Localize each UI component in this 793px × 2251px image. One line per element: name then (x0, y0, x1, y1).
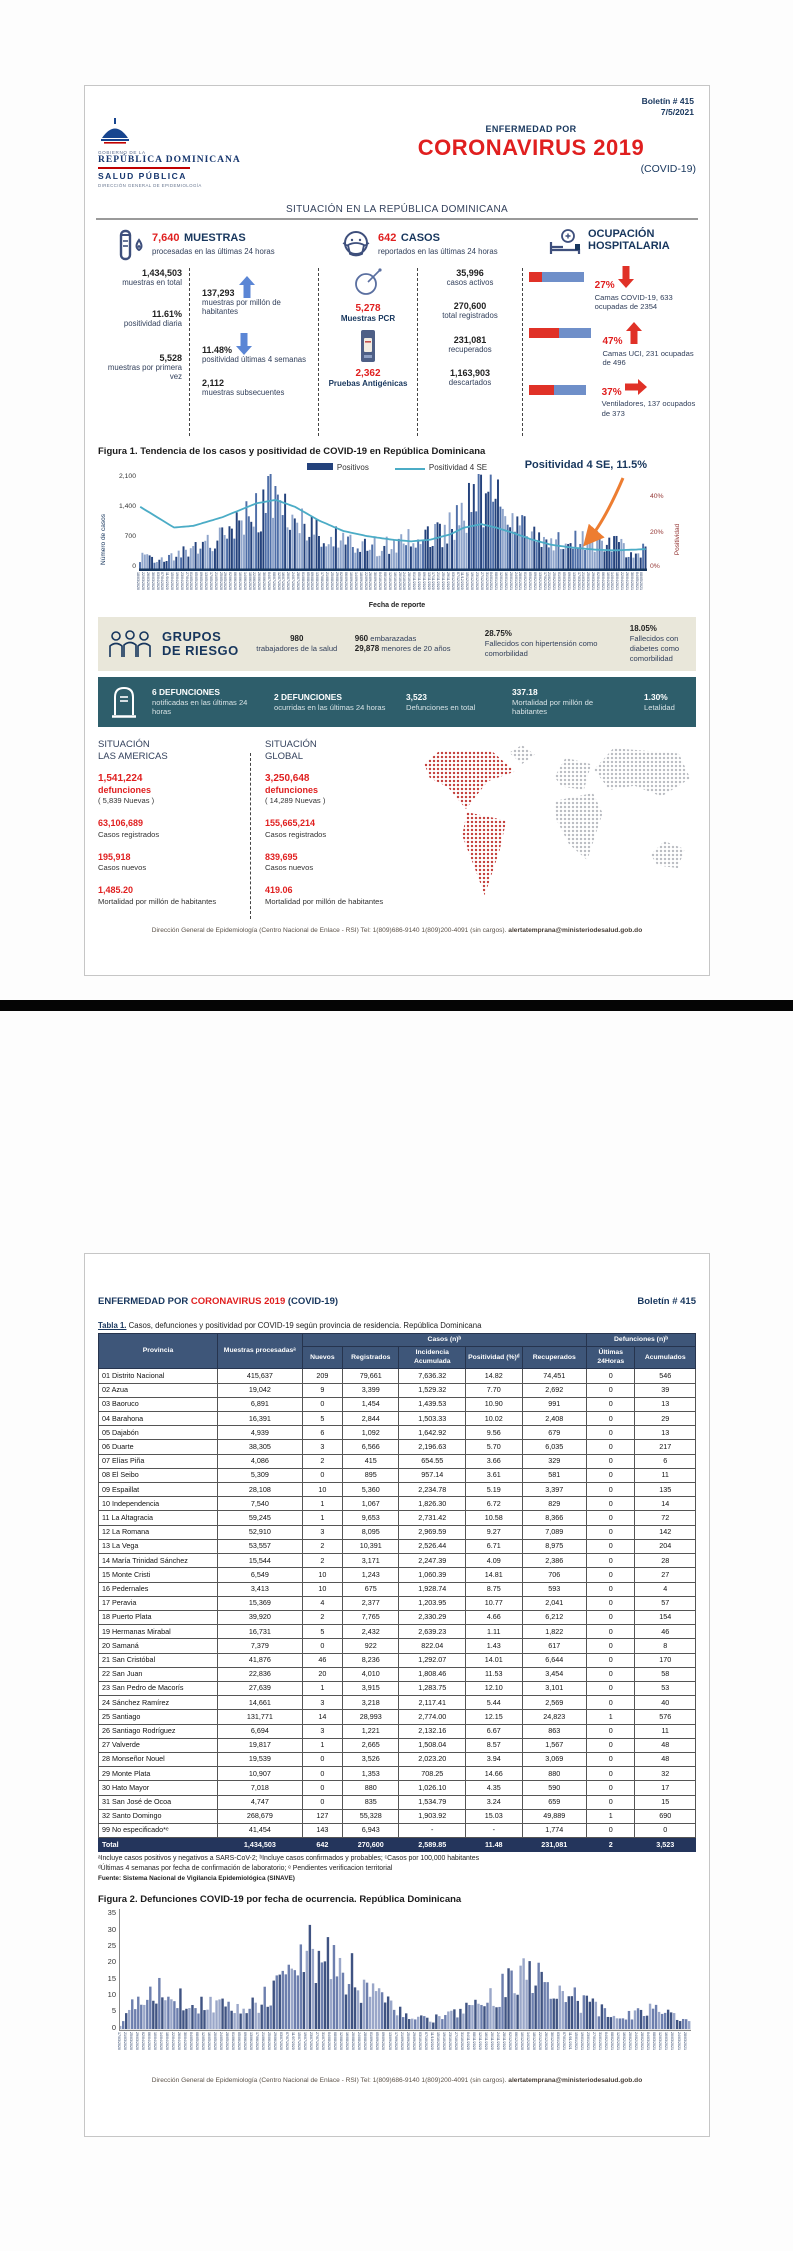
table-row: 24 Sánchez Ramírez 14,661 3 3,218 2,117.41 5.44 2,569 0 40 (99, 1696, 696, 1710)
enfermedad-por-label: ENFERMEDAD POR (485, 124, 577, 134)
table-row: 01 Distrito Nacional 415,637 209 79,661 7,636.32 14.82 74,451 0 546 (99, 1369, 696, 1383)
situacion-section (98, 739, 696, 919)
col-incidencia: Incidencia Acumulada (399, 1347, 466, 1369)
col-nuevos: Nuevos (302, 1347, 342, 1369)
table-row: 99 No especificado*ᵉ 41,454 143 6,943 - - 1,774 0 0 (99, 1823, 696, 1837)
camas-label: Camas COVID-19, 633 ocupadas de 2354 (594, 292, 673, 311)
figura2-title: Figura 2. Defunciones COVID-19 por fecha de ocurrencia. República Dominicana (98, 1894, 462, 1906)
recuperados-value: 231,081 (453, 334, 487, 345)
tabla1 (98, 1333, 696, 1852)
def-total: 3,523 Defunciones en total (406, 691, 476, 712)
table-row: 30 Hato Mayor 7,018 0 880 1,026.10 4.35 590 0 17 (99, 1781, 696, 1795)
positividad-swatch (395, 468, 425, 470)
col-registrados: Registrados (343, 1347, 399, 1369)
muestras-total-label: muestras en total (122, 278, 182, 287)
casos-24h-label: CASOS (400, 232, 440, 244)
pcr-label: Muestras PCR (340, 314, 396, 323)
muestras-24h-sub: procesadas en las últimas 24 horas (152, 247, 275, 256)
red-down-arrow-icon (617, 266, 635, 288)
stats-headers (98, 228, 696, 262)
muestras-totals-column (98, 268, 189, 436)
table-row: 04 Barahona 16,391 5 2,844 1,503.33 10.02 2,408 0 29 (99, 1412, 696, 1426)
muestras-header (98, 228, 324, 262)
ocupacion-column (522, 268, 696, 436)
total-row: Total 1,434,503 642 270,600 2,589.85 11.48 231,081 2 3,523 (99, 1838, 696, 1852)
table-row: 31 San José de Ocoa 4,747 0 835 1,534.79 3.24 659 0 15 (99, 1795, 696, 1809)
recuperados-label: recuperados (448, 344, 492, 354)
legend-positivos: Positivos (336, 462, 369, 472)
casos-24h-value: 642 (378, 232, 397, 244)
antigenicas-label: Pruebas Antigénicas (328, 379, 408, 388)
descartados-value: 1,163,903 (449, 368, 491, 379)
pcr-swab-icon (353, 268, 383, 298)
salud-publica-label: SALUD PÚBLICA (98, 171, 187, 181)
figura1-xlabel: Fecha de reporte (368, 602, 426, 609)
tabla1-footnotes: ᵃIncluye casos positivos y negativos a SARS-CoV-2; ᵇIncluye casos confirmados y probables; ᶜCasos por 100,000 habitantes ᵈÚltimas 4 semanas por fecha de confirmación de laboratorio; ᵉ Pendientes verificacion territorial (98, 1855, 480, 1873)
uci-bar (529, 328, 596, 338)
world-dot-map (413, 745, 696, 905)
situacion-divider (250, 753, 251, 919)
casos-activos-label: casos activos (446, 278, 494, 287)
table-row: 02 Azua 19,042 9 3,399 1,529.32 7.70 2,692 0 39 (99, 1383, 696, 1397)
table-row: 12 La Romana 52,910 3 8,095 2,969.59 9.27 7,089 0 142 (99, 1525, 696, 1539)
muestras-24h-label: MUESTRAS (183, 232, 246, 244)
muestras-rates-column (189, 268, 318, 436)
subsecuentes-label: muestras subsecuentes (202, 388, 285, 398)
figura1-right-ticks: 40% 20% 0% (650, 493, 664, 571)
table-row: 20 Samaná 7,379 0 922 822.04 1.43 617 0 8 (99, 1639, 696, 1653)
figura2-ticks: 35 30 25 20 15 10 5 0 (107, 1908, 116, 2032)
col-acumulados: Acumulados (635, 1347, 696, 1369)
legend-positividad: Positividad 4 SE (428, 462, 488, 472)
col-positividad: Positividad (%)ᵈ (466, 1347, 522, 1369)
grupos-item-embarazadas: 960 embarazadas 29,878 menores de 20 años (354, 633, 451, 653)
subsecuentes-value: 2,112 (202, 378, 225, 389)
grupos-item-hipertension: 28.75% Fallecidos con hipertensión como comorbilidad (484, 628, 598, 659)
casos-detail-column (417, 268, 522, 436)
table-row: 11 La Altagracia 59,245 1 9,653 2,731.42 10.58 8,366 0 72 (99, 1511, 696, 1525)
table-row: 18 Puerto Plata 39,920 2 7,765 2,330.29 4.66 6,212 0 154 (99, 1610, 696, 1624)
positividad-4sem-label: positividad últimas 4 semanas (202, 354, 307, 364)
primera-vez-label: muestras por primera vez (107, 362, 182, 382)
table-row: 22 San Juan 22,836 20 4,010 1,808.46 11.53 3,454 0 58 (99, 1667, 696, 1681)
gobierno-label: GOBIERNO DE LA (98, 150, 146, 155)
positividad-diaria-value: 11.61% (151, 309, 182, 320)
figura2-chart-row (98, 1909, 696, 2067)
figura1-annotation: Positividad 4 SE, 11.5% (524, 459, 647, 471)
total-registrados-value: 270,600 (453, 301, 487, 312)
red-up-arrow-icon (625, 322, 643, 344)
pcr-value: 5,278 (355, 303, 381, 314)
pruebas-column (318, 268, 417, 436)
table-row: 08 El Seibo 5,309 0 895 957.14 3.61 581 0 11 (99, 1468, 696, 1482)
ventiladores-bar (529, 385, 596, 395)
bulletin-date: 7/5/2021 (660, 107, 694, 118)
table-row: 16 Pedernales 3,413 10 675 1,928.74 8.75 593 0 4 (99, 1582, 696, 1596)
grupos-riesgo-title: GRUPOS DE RIESGO (162, 629, 239, 658)
positividad-4sem-value: 11.48% (202, 344, 233, 355)
casos-24h-sub: reportados en las últimas 24 horas (378, 247, 498, 256)
table-row: 13 La Vega 53,557 2 10,391 2,526.44 6.71 8,975 0 204 (99, 1539, 696, 1553)
orange-annotation-arrow (561, 476, 633, 554)
primera-vez-value: 5,528 (159, 352, 182, 363)
logo-divider (98, 167, 190, 169)
covid19-label: (COVID-19) (640, 163, 696, 175)
republica-label: REPÚBLICA DOMINICANA (98, 155, 241, 165)
hospital-bed-icon (548, 228, 582, 258)
situacion-title: SITUACIÓN EN LA REPÚBLICA DOMINICANA (96, 204, 698, 220)
bulletin-number: Boletín # 415 (641, 96, 694, 106)
table-row: 32 Santo Domingo 268,679 127 55,328 1,903.92 15.03 49,889 1 690 (99, 1809, 696, 1823)
table-row: 25 Santiago 131,771 14 28,993 2,774.00 12.15 24,823 1 576 (99, 1710, 696, 1724)
table-row: 17 Peravia 15,369 4 2,377 1,203.95 10.77 2,041 0 57 (99, 1596, 696, 1610)
page-1 (84, 85, 710, 976)
por-millon-label: muestras por millón de habitantes (202, 298, 281, 317)
table-row: 03 Baoruco 6,891 0 1,454 1,439.53 10.90 991 0 13 (99, 1397, 696, 1411)
footer-email-2: alertatemprana@ministeriodesalud.gob.do (508, 2077, 643, 2085)
down-arrow-icon (236, 333, 252, 355)
ventiladores-label: Ventiladores, 137 ocupados de 373 (601, 399, 696, 418)
ocupacion-ventiladores-row (529, 381, 696, 418)
casos-activos-value: 35,996 (456, 268, 484, 278)
americas-title: SITUACIÓN LAS AMERICAS (98, 738, 168, 763)
up-arrow-icon (239, 276, 255, 298)
camas-bar (529, 272, 589, 282)
national-dome-icon (98, 118, 132, 144)
table-row: 23 San Pedro de Macorís 27,639 1 3,915 1,283.75 12.10 3,101 0 53 (99, 1681, 696, 1695)
tombstone-icon (110, 685, 138, 719)
figura1-ylabel: Número de casos (99, 513, 107, 565)
table-row: 29 Monte Plata 10,907 0 1,353 708.25 14.66 880 0 32 (99, 1767, 696, 1781)
ocupacion-camas-row (529, 268, 696, 311)
muestras-total-value: 1,434,503 (141, 268, 182, 278)
col-ultimas24h: Últimas 24Horas (587, 1347, 635, 1369)
figura1-left-ticks: 2,100 1,400 700 0 (118, 473, 136, 571)
ventiladores-pct: 37% (601, 386, 622, 398)
direccion-label: DIRECCIÓN GENERAL DE EPIDEMIOLOGÍA (98, 183, 202, 188)
table-row: 19 Hermanas Mirabal 16,731 5 2,432 2,639.23 1.11 1,822 0 46 (99, 1625, 696, 1639)
table-row: 15 Monte Cristi 6,549 10 1,243 1,060.39 14.81 706 0 27 (99, 1568, 696, 1582)
gov-logo (98, 118, 318, 188)
total-registrados-label: total registrados (442, 311, 498, 321)
grupos-riesgo-band (98, 617, 696, 671)
def-mortalidad: 337.18 Mortalidad por millón de habitantes (512, 686, 594, 717)
col-provincia: Provincia (99, 1334, 218, 1369)
test-tube-icon (116, 228, 146, 262)
table-row: 07 Elías Piña 4,086 2 415 654.55 3.66 329 0 6 (99, 1454, 696, 1468)
table-row: 27 Valverde 19,817 1 2,665 1,508.04 8.57 1,567 0 48 (99, 1738, 696, 1752)
figura2-chart (119, 1909, 691, 2031)
grupos-item-diabetes: 18.05% Fallecidos con diabetes como comorbilidad (629, 624, 680, 664)
footer-email: alertatemprana@ministeriodesalud.gob.do (508, 926, 643, 934)
antigen-test-icon (360, 329, 376, 363)
por-millon-value: 137,293 (202, 288, 235, 298)
table-row: 21 San Cristóbal 41,876 46 8,236 1,292.07 14.01 6,644 0 170 (99, 1653, 696, 1667)
col-muestras: Muestras procesadasᵃ (217, 1334, 302, 1369)
ocupacion-title-1: OCUPACIÓN (588, 228, 655, 240)
table-row: 05 Dajabón 4,939 6 1,092 1,642.92 9.56 679 0 13 (99, 1426, 696, 1440)
p2-covid: (COVID-19) (285, 1296, 339, 1307)
situacion-americas: SITUACIÓN LAS AMERICAS 1,541,224 defunciones ( 5,839 Nuevas ) 63,106,689 Casos registrados 195,918 Casos nuevos 1,485.20 Mortalidad por millón de habitantes (98, 739, 246, 919)
p2-bulletin-number: Boletín # 415 (637, 1296, 696, 1307)
tabla1-body (99, 1369, 696, 1838)
camas-pct: 27% (594, 280, 615, 291)
def-notificadas: 6 DEFUNCIONES notificadas en las últimas 24 horas (152, 686, 248, 717)
tabla1-header (99, 1334, 696, 1369)
people-group-icon (108, 630, 152, 658)
tabla1-total-row (99, 1838, 696, 1852)
global-title: SITUACIÓN GLOBAL (265, 738, 317, 763)
def-ocurridas: 2 DEFUNCIONES ocurridas en las últimas 24 horas (274, 691, 386, 712)
descartados-label: descartados (448, 378, 492, 388)
masked-face-icon (340, 228, 372, 260)
p2-title: CORONAVIRUS 2019 (190, 1296, 286, 1307)
stats-body (98, 268, 696, 436)
tabla1-fuente: Fuente: Sistema Nacional de Vigilancia Epidemiológica (SINAVE) (98, 1875, 295, 1883)
figura1-right-label: Positividad (674, 523, 682, 555)
col-recuperados: Recuperados (522, 1347, 587, 1369)
ocupacion-uci-row (529, 324, 696, 367)
figura2-x-labels: 17/03/2020 21/03/2020 25/03/2020 29/03/2020 02/04/2020 06/04/2020 10/04/2020 14/04/2020 18/04/2020 22/04/2020 26/04/2020 30/04/2020 04/05/2020 08/05/2020 12/05/2020 16/05/2020 20/05/2020 24/05/2020 28/05/2020 01/06/2020 05/06/2020 09/06/2020 13/06/2020 17/06/2020 21/06/2020 25/06/2020 29/06/2020 03/07/2020 07/07/2020 11/07/2020 15/07/2020 19/07/2020 23/07/2020 27/07/2020 31/07/2020 04/08/2020 08/08/2020 12/08/2020 16/08/2020 20/08/2020 24/08/2020 28/08/2020 01/09/2020 05/09/2020 09/09/2020 13/09/2020 17/09/2020 21/09/2020 25/09/2020 29/09/2020 03/10/2020 07/10/2020 11/10/2020 15/10/2020 19/10/2020 23/10/2020 27/10/2020 31/10/2020 04/11/2020 08/11/2020 12/11/2020 16/11/2020 20/11/2020 24/11/2020 28/11/2020 02/12/2020 06/12/2020 10/12/2020 14/12/2020 18/12/2020 22/12/2020 26/12/2020 30/12/2020 03/01/2021 07/01/2021 11/01/2021 15/01/2021 19/01/2021 23/01/2021 27/01/2021 31/01/2021 04/02/2021 08/02/2021 12/02/2021 16/02/2021 20/02/2021 24/02/2021 28/02/2021 04/03/2021 08/03/2021 12/03/2021 16/03/2021 20/03/2021 24/03/2021 28/03/2021 (116, 2032, 687, 2051)
group-defunciones: Defunciones (n)ᵇ (587, 1334, 696, 1347)
defunciones-band (98, 677, 696, 727)
table-row: 06 Duarte 38,305 3 6,566 2,196.63 5.70 6,035 0 217 (99, 1440, 696, 1454)
ocupacion-title-2: HOSPITALARIA (588, 240, 670, 252)
page-separator (0, 1000, 793, 1011)
casos-header (324, 228, 548, 262)
page2-footer: Dirección General de Epidemiología (Centro Nacional de Enlace - RSI) Tel: 1(809)686-9140 1(809)200-4091 (sin cargos). alertatemprana@ministeriodesalud.gob.do (151, 2077, 643, 2085)
situacion-global: SITUACIÓN GLOBAL 3,250,648 defunciones ( 14,289 Nuevas ) 155,665,214 Casos registrados 839,695 Casos nuevos 419.06 Mortalidad por millón de habitantes (265, 739, 413, 919)
ocupacion-header (548, 228, 696, 262)
antigenicas-value: 2,362 (355, 368, 381, 379)
table-row: 28 Monseñor Nouel 19,539 0 3,526 2,023.20 3.94 3,069 0 48 (99, 1752, 696, 1766)
muestras-24h-value: 7,640 (152, 232, 180, 244)
table-row: 26 Santiago Rodríguez 6,694 3 1,221 2,132.16 6.67 863 0 11 (99, 1724, 696, 1738)
page1-header (98, 96, 696, 204)
page-2 (84, 1253, 710, 2137)
positividad-diaria-label: positividad diaria (123, 319, 182, 329)
positivos-swatch (307, 463, 333, 470)
grupos-item-salud: 980 trabajadores de la salud (256, 633, 338, 654)
page2-header (98, 1296, 696, 1307)
p2-enfermedad: ENFERMEDAD POR (98, 1296, 191, 1307)
table-row: 10 Independencia 7,540 1 1,067 1,826.30 6.72 829 0 14 (99, 1497, 696, 1511)
uci-label: Camas UCI, 231 ocupadas de 496 (602, 348, 694, 368)
red-right-arrow-icon (624, 379, 648, 395)
def-letalidad: 1.30% Letalidad (644, 691, 675, 712)
page-title: CORONAVIRUS 2019 (417, 135, 645, 160)
bulletin-number-block (642, 96, 694, 119)
figura1-title: Figura 1. Tendencia de los casos y positividad de COVID-19 en República Dominicana (98, 446, 486, 457)
disease-title-block (366, 124, 696, 175)
uci-pct: 47% (602, 336, 623, 348)
figura1-x-labels: 18/03/2020 22/03/2020 26/03/2020 30/03/2020 03/04/2020 07/04/2020 11/04/2020 15/04/2020 19/04/2020 23/04/2020 27/04/2020 01/05/2020 05/05/2020 09/05/2020 13/05/2020 17/05/2020 21/05/2020 25/05/2020 29/05/2020 02/06/2020 06/06/2020 10/06/2020 14/06/2020 18/06/2020 22/06/2020 26/06/2020 30/06/2020 04/07/2020 08/07/2020 12/07/2020 16/07/2020 20/07/2020 24/07/2020 28/07/2020 01/08/2020 05/08/2020 09/08/2020 13/08/2020 17/08/2020 21/08/2020 25/08/2020 29/08/2020 02/09/2020 06/09/2020 10/09/2020 14/09/2020 18/09/2020 22/09/2020 26/09/2020 30/09/2020 04/10/2020 08/10/2020 12/10/2020 16/10/2020 20/10/2020 24/10/2020 28/10/2020 01/11/2020 05/11/2020 09/11/2020 13/11/2020 17/11/2020 21/11/2020 25/11/2020 29/11/2020 03/12/2020 07/12/2020 11/12/2020 15/12/2020 19/12/2020 23/12/2020 27/12/2020 31/12/2020 04/01/2021 08/01/2021 12/01/2021 16/01/2021 20/01/2021 24/01/2021 28/01/2021 01/02/2021 05/02/2021 09/02/2021 13/02/2021 17/02/2021 21/02/2021 25/02/2021 01/03/2021 05/03/2021 09/03/2021 13/03/2021 17/03/2021 21/03/2021 25/03/2021 29/03/2021 02/04/2021 06/04/2021 10/04/2021 14/04/2021 18/04/2021 22/04/2021 26/04/2021 30/04/2021 04/05/2021 08/05/2021 (136, 572, 644, 590)
group-casos: Casos (n)ᵇ (302, 1334, 586, 1347)
figura2-plot-wrap (116, 1909, 691, 2067)
tabla1-title: Tabla 1. Casos, defunciones y positividad por COVID-19 según provincia de residencia. República Dominicana (98, 1321, 482, 1330)
page1-footer: Dirección General de Epidemiología (Centro Nacional de Enlace - RSI) Tel: 1(809)686-9140 1(809)200-4091 (sin cargos). alertatemprana@ministeriodesalud.gob.do (151, 926, 643, 934)
table-row: 09 Espaillat 28,108 10 5,360 2,234.78 5.19 3,397 0 135 (99, 1483, 696, 1497)
table-row: 14 María Trinidad Sánchez 15,544 2 3,171 2,247.39 4.09 2,386 0 28 (99, 1554, 696, 1568)
